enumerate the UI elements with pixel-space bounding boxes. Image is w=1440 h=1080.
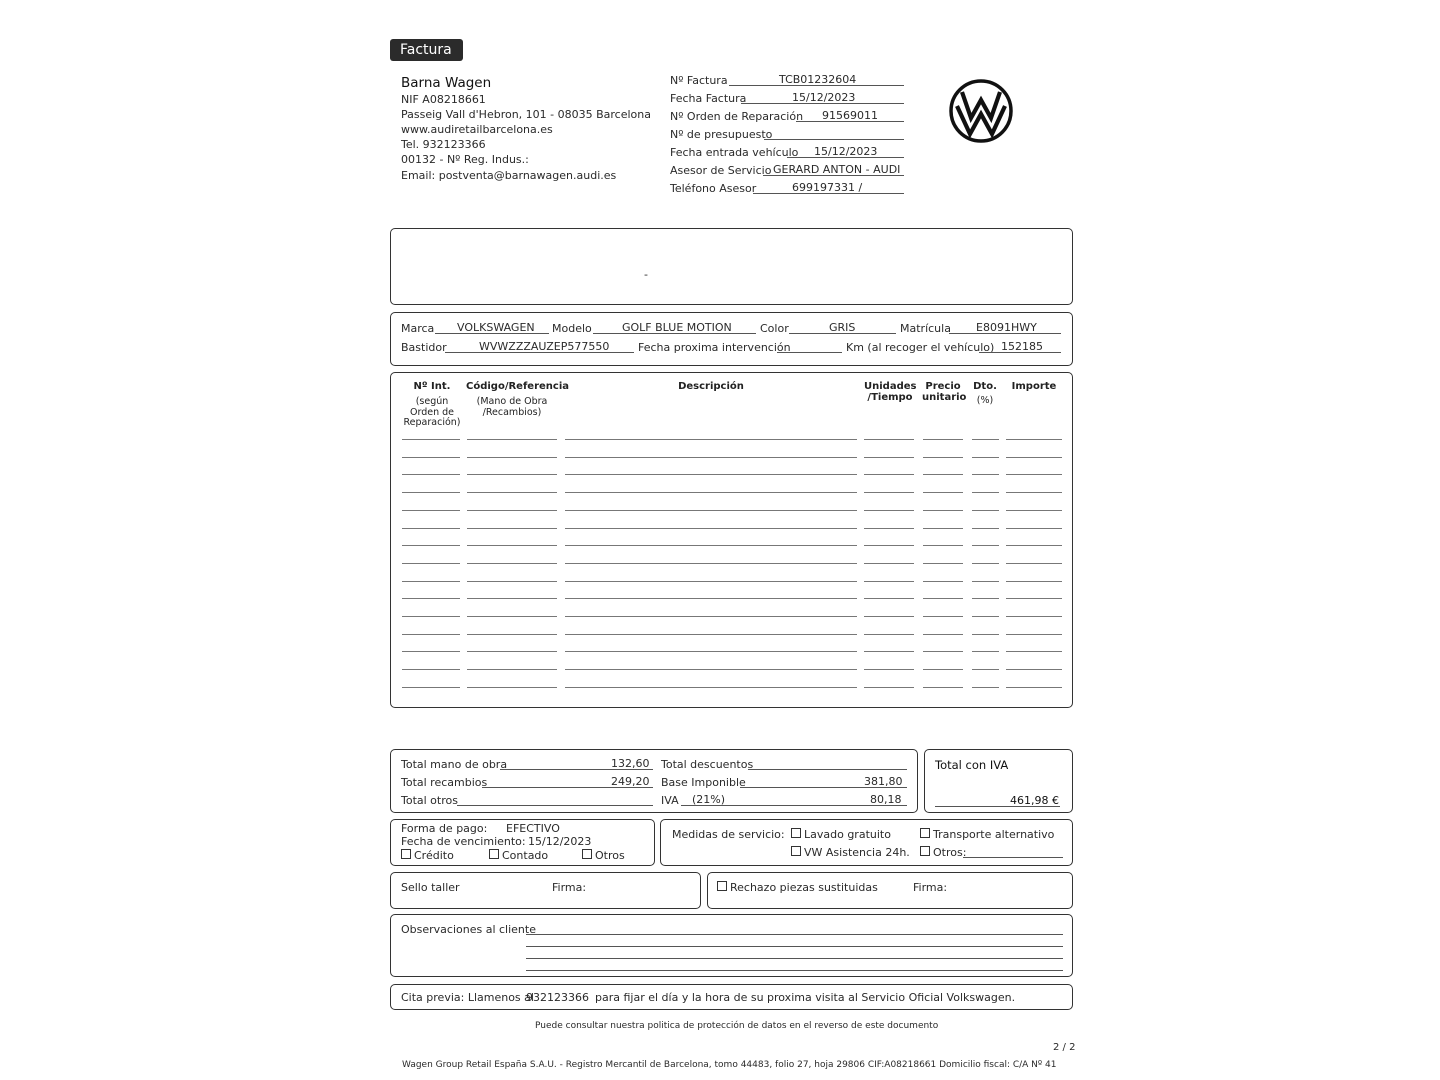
other-service-option[interactable] (920, 846, 966, 859)
other-total-label: Total otros (401, 794, 458, 807)
workshop-stamp-label: Sello taller (401, 881, 460, 894)
advisor-phone-label: Teléfono Asesor (670, 182, 757, 195)
col-header-units: Unidades /Tiempo (864, 381, 917, 403)
rejected-parts-option[interactable] (717, 881, 878, 894)
cash-option[interactable] (489, 849, 548, 862)
plate-value: E8091HWY (976, 321, 1037, 334)
due-date-label: Fecha de vencimiento: (401, 835, 526, 848)
signature-label-1: Firma: (552, 881, 587, 894)
grand-total-label: Total con IVA (935, 758, 1009, 772)
assistance-checkbox[interactable] (791, 846, 801, 856)
appointment-suffix: para fijar el día y la hora de su proxima visita al Servicio Oficial Volkswagen. (595, 991, 1016, 1004)
due-date-value: 15/12/2023 (528, 835, 592, 848)
other-service-checkbox[interactable] (920, 846, 930, 856)
vehicle-entry-label: Fecha entrada vehículo (670, 146, 799, 159)
credit-label: Crédito (414, 849, 454, 862)
alt-transport-option[interactable] (920, 828, 1054, 841)
vat-label: IVA (661, 794, 679, 807)
invoice-date-value: 15/12/2023 (792, 91, 856, 104)
rejected-parts-checkbox[interactable] (717, 881, 727, 891)
other-service-label: Otros: (933, 846, 967, 859)
col-subheader-code: (Mano de Obra /Recambios) (476, 396, 548, 418)
privacy-notice: Puede consultar nuestra politica de protección de datos en el reverso de este documento (535, 1021, 939, 1031)
col-subheader-nint: (según Orden de Reparación) (403, 396, 461, 428)
color-label: Color (760, 322, 789, 335)
signature-label-2: Firma: (913, 881, 948, 894)
col-header-code: Código/Referencia (466, 381, 570, 392)
col-header-price: Precio unitario (922, 381, 967, 403)
col-header-nint: Nº Int. (413, 381, 451, 392)
address-mark: - (644, 268, 648, 281)
vehicle-entry-value: 15/12/2023 (814, 145, 878, 158)
advisor-phone-value: 699197331 / (792, 181, 863, 194)
company-email: Email: postventa@barnawagen.audi.es (401, 169, 617, 182)
plate-label: Matrícula (900, 322, 951, 335)
company-address: Passeig Vall d'Hebron, 101 - 08035 Barcelona (401, 108, 651, 121)
model-value: GOLF BLUE MOTION (622, 321, 732, 334)
free-wash-label: Lavado gratuito (804, 828, 891, 841)
tax-base-value: 381,80 (864, 775, 903, 788)
appointment-phone: 932123366 (526, 991, 589, 1004)
company-name: Barna Wagen (401, 75, 492, 91)
other-payment-checkbox[interactable] (582, 849, 592, 859)
company-web: www.audiretailbarcelona.es (401, 123, 553, 136)
payment-method-value: EFECTIVO (506, 822, 560, 835)
company-reg: 00132 - Nº Reg. Indus.: (401, 153, 529, 166)
company-tel: Tel. 932123366 (401, 138, 486, 151)
appointment-prefix: Cita previa: Llamenos al (401, 991, 534, 1004)
col-subheader-discount: (%) (976, 395, 994, 406)
free-wash-checkbox[interactable] (791, 828, 801, 838)
model-label: Modelo (552, 322, 592, 335)
assistance-option[interactable] (791, 846, 910, 859)
assistance-label: VW Asistencia 24h. (804, 846, 910, 859)
page-number: 2 / 2 (1053, 1042, 1076, 1053)
color-value: GRIS (829, 321, 856, 334)
budget-number-label: Nº de presupuesto (670, 128, 773, 141)
km-label: Km (al recoger el vehículo) (846, 341, 995, 354)
brand-value: VOLKSWAGEN (457, 321, 535, 334)
parts-total-label: Total recambios (401, 776, 488, 789)
other-payment-label: Otros (595, 849, 625, 862)
document-type-label: Factura (400, 42, 452, 58)
service-measures-label: Medidas de servicio: (672, 828, 785, 841)
labor-total-label: Total mano de obra (401, 758, 508, 771)
items-table (390, 372, 1073, 708)
vin-label: Bastidor (401, 341, 447, 354)
service-advisor-label: Asesor de Servicio (670, 164, 772, 177)
service-advisor-value: GERARD ANTON - AUDI (773, 163, 901, 176)
repair-order-value: 91569011 (822, 109, 878, 122)
cash-checkbox[interactable] (489, 849, 499, 859)
legal-footer: Wagen Group Retail España S.A.U. - Registro Mercantil de Barcelona, tomo 44483, folio 27, hoja 29806 CIF:A08218661 Domicilio fiscal: C/A Nº 41 (402, 1060, 1057, 1070)
observations-label: Observaciones al cliente (401, 923, 536, 936)
rejected-parts-label: Rechazo piezas sustituidas (730, 881, 878, 894)
tax-base-label: Base Imponible (661, 776, 746, 789)
cash-label: Contado (502, 849, 549, 862)
col-header-discount: Dto. (973, 381, 997, 392)
free-wash-option[interactable] (791, 828, 891, 841)
parts-total-value: 249,20 (611, 775, 650, 788)
credit-option[interactable] (401, 849, 454, 862)
volkswagen-logo-icon (948, 78, 1014, 144)
col-header-description: Descripción (678, 381, 744, 392)
company-nif: NIF A08218661 (401, 93, 486, 106)
km-value: 152185 (1001, 340, 1043, 353)
next-service-label: Fecha proxima intervención (638, 341, 791, 354)
col-header-amount: Importe (1011, 381, 1057, 392)
alt-transport-checkbox[interactable] (920, 828, 930, 838)
invoice-number-label: Nº Factura (670, 74, 728, 87)
labor-total-value: 132,60 (611, 757, 650, 770)
brand-label: Marca (401, 322, 435, 335)
invoice-number-value: TCB01232604 (779, 73, 857, 86)
discounts-total-label: Total descuentos (661, 758, 754, 771)
repair-order-label: Nº Orden de Reparación (670, 110, 804, 123)
customer-address-box (390, 228, 1073, 305)
payment-method-label: Forma de pago: (401, 822, 488, 835)
other-payment-option[interactable] (582, 849, 625, 862)
vin-value: WVWZZZAUZEP577550 (479, 340, 610, 353)
invoice-date-label: Fecha Factura (670, 92, 747, 105)
vat-value: 80,18 (870, 793, 902, 806)
alt-transport-label: Transporte alternativo (933, 828, 1055, 841)
vat-rate: (21%) (692, 793, 726, 806)
credit-checkbox[interactable] (401, 849, 411, 859)
grand-total-value: 461,98 € (1010, 794, 1059, 807)
